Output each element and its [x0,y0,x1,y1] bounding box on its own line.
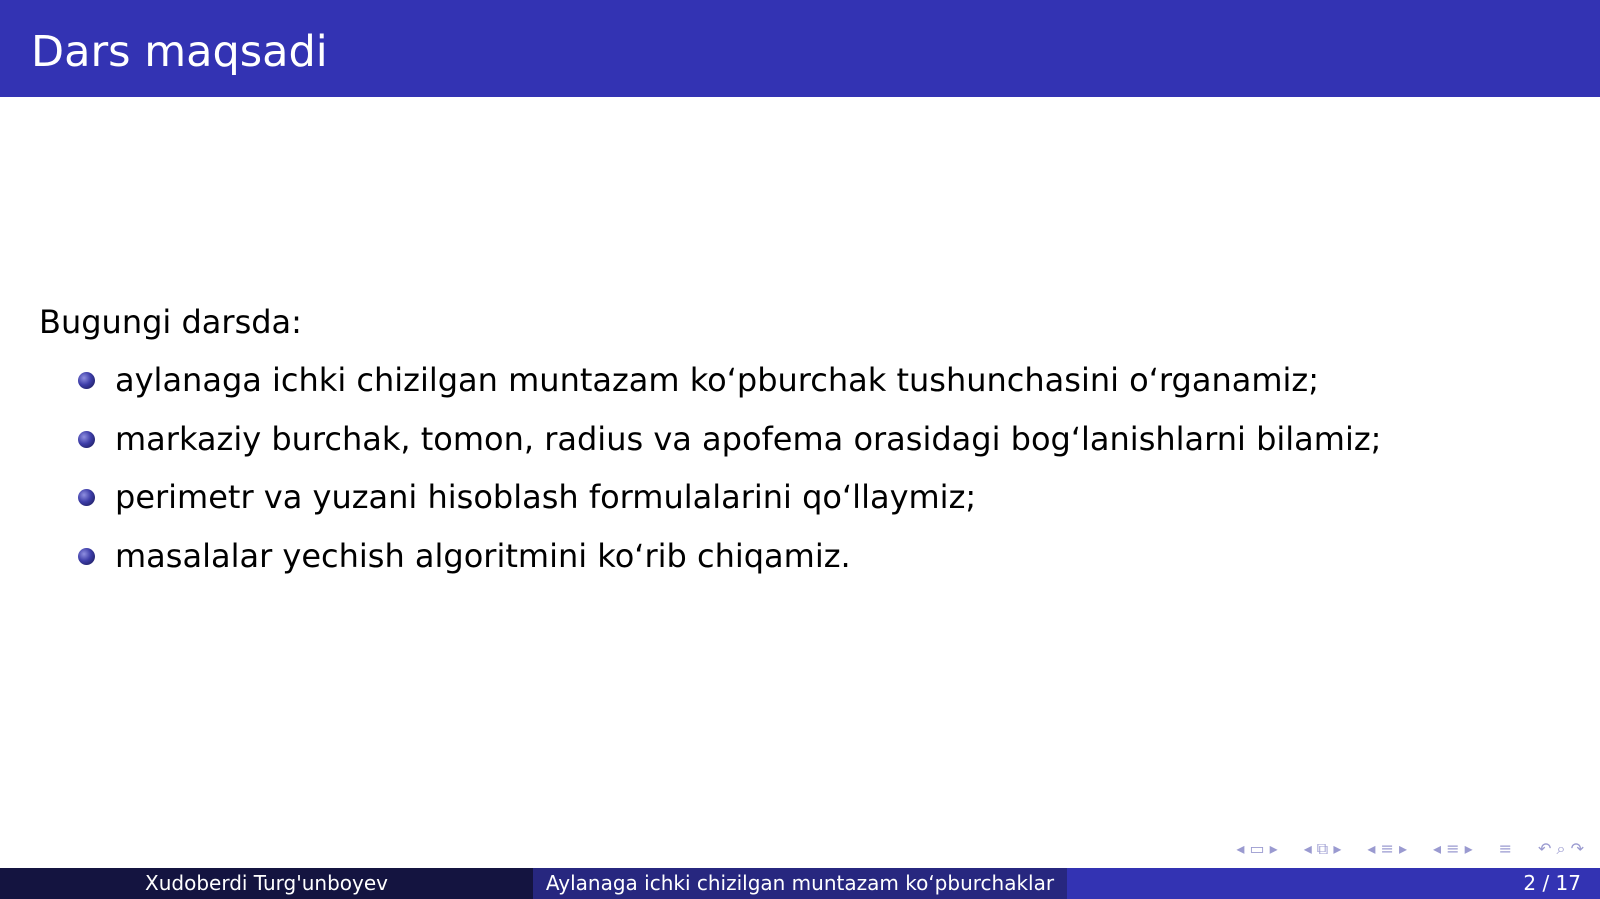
page-number: 2 / 17 [1067,868,1600,899]
footline [0,868,1600,899]
back-forward-search-icon[interactable]: ↶ ⌕ ↷ [1538,839,1584,858]
list-item [39,531,1559,590]
footer-title: Aylanaga ichki chizilgan muntazam ko‘pburchaklar [533,868,1067,899]
bullet-icon [78,431,95,448]
bullet-icon [78,372,95,389]
list-item [39,472,1559,531]
document-nav-icon[interactable]: ≡ [1498,839,1513,858]
navigation-symbols [1236,838,1584,860]
subsection-nav-icon[interactable]: ◂ ≡ ▸ [1367,839,1407,858]
slide-content [39,297,1559,589]
list-item-text: aylanaga ichki chizilgan muntazam ko‘pburchak tushunchasini o‘rganamiz; [115,361,1319,399]
bullet-icon [78,548,95,565]
slide-nav-icon[interactable]: ◂ ▭ ▸ [1236,839,1278,858]
list-item-text: markaziy burchak, tomon, radius va apofema orasidagi bog‘lanishlarni bilamiz; [115,419,1382,458]
list-item [39,355,1559,414]
frametitle-bar [0,0,1600,97]
footer-author: Xudoberdi Turg'unboyev [0,868,533,899]
section-nav-icon[interactable]: ◂ ≡ ▸ [1433,839,1473,858]
intro-text: Bugungi darsda: [39,303,302,341]
bullet-list [39,355,1559,589]
list-item-text: perimetr va yuzani hisoblash formulalarini qo‘llaymiz; [115,478,977,516]
frame-nav-icon[interactable]: ◂ ⧉ ▸ [1303,839,1342,858]
bullet-icon [78,489,95,506]
frame-title: Dars maqsadi [31,27,328,77]
list-item-text: masalalar yechish algoritmini ko‘rib chiqamiz. [115,536,851,575]
list-item [39,414,1559,473]
